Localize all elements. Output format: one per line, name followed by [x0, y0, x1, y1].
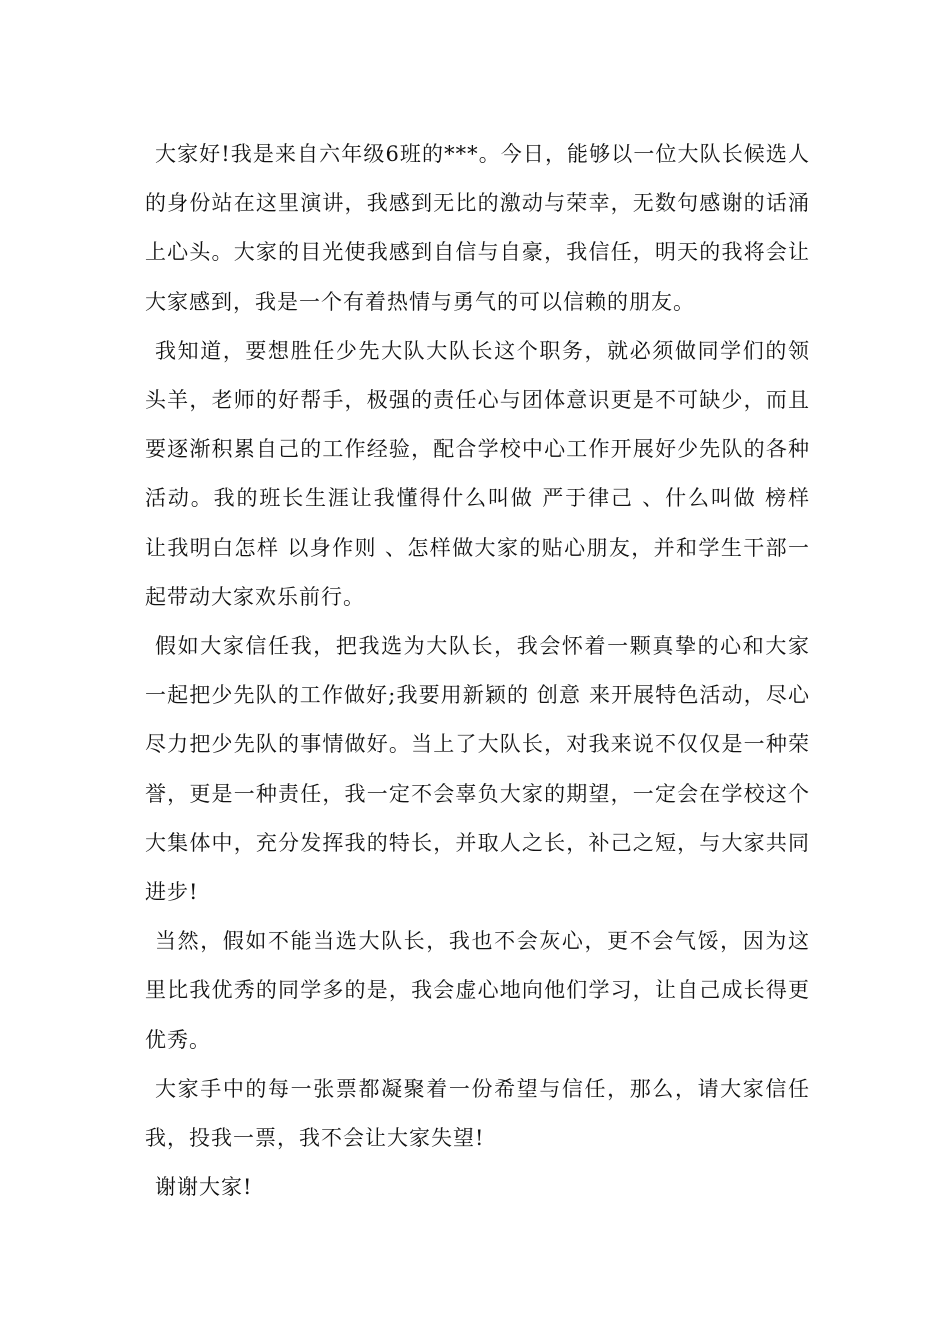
- paragraph-2: 我知道，要想胜任少先大队大队长这个职务，就必须做同学们的领头羊，老师的好帮手，极强的责任心与团体意识更是不可缺少，而且要逐渐积累自己的工作经验，配合学校中心工作开展好少先队的各种活动。我的班长生涯让我懂得什么叫做 严于律己 、什么叫做 榜样 让我明白怎样 以身作则 、怎样做大家的贴心朋友，并和学生干部一起带动大家欢乐前行。: [145, 338, 810, 609]
- paragraph-1: 大家好!我是来自六年级6班的***。今日，能够以一位大队长候选人的身份站在这里演讲，我感到无比的激动与荣幸，无数句感谢的话涌上心头。大家的目光使我感到自信与自豪，我信任，明天的我将会让大家感到，我是一个有着热情与勇气的可以信赖的朋友。: [145, 142, 810, 314]
- paragraph-5: 大家手中的每一张票都凝聚着一份希望与信任，那么，请大家信任我，投我一票，我不会让大家失望!: [145, 1076, 810, 1151]
- paragraph-6: 谢谢大家!: [155, 1175, 253, 1200]
- paragraph-4: 当然，假如不能当选大队长，我也不会灰心，更不会气馁，因为这里比我优秀的同学多的是，我会虚心地向他们学习，让自己成长得更优秀。: [145, 929, 810, 1052]
- document-body: [145, 130, 810, 1212]
- paragraph-3: 假如大家信任我，把我选为大队长，我会怀着一颗真挚的心和大家一起把少先队的工作做好;我要用新颖的 创意 来开展特色活动，尽心尽力把少先队的事情做好。当上了大队长，对我来说不仅仅是一种荣誉，更是一种责任，我一定不会辜负大家的期望，一定会在学校这个大集体中，充分发挥我的特长，并取人之长，补己之短，与大家共同进步!: [145, 634, 810, 905]
